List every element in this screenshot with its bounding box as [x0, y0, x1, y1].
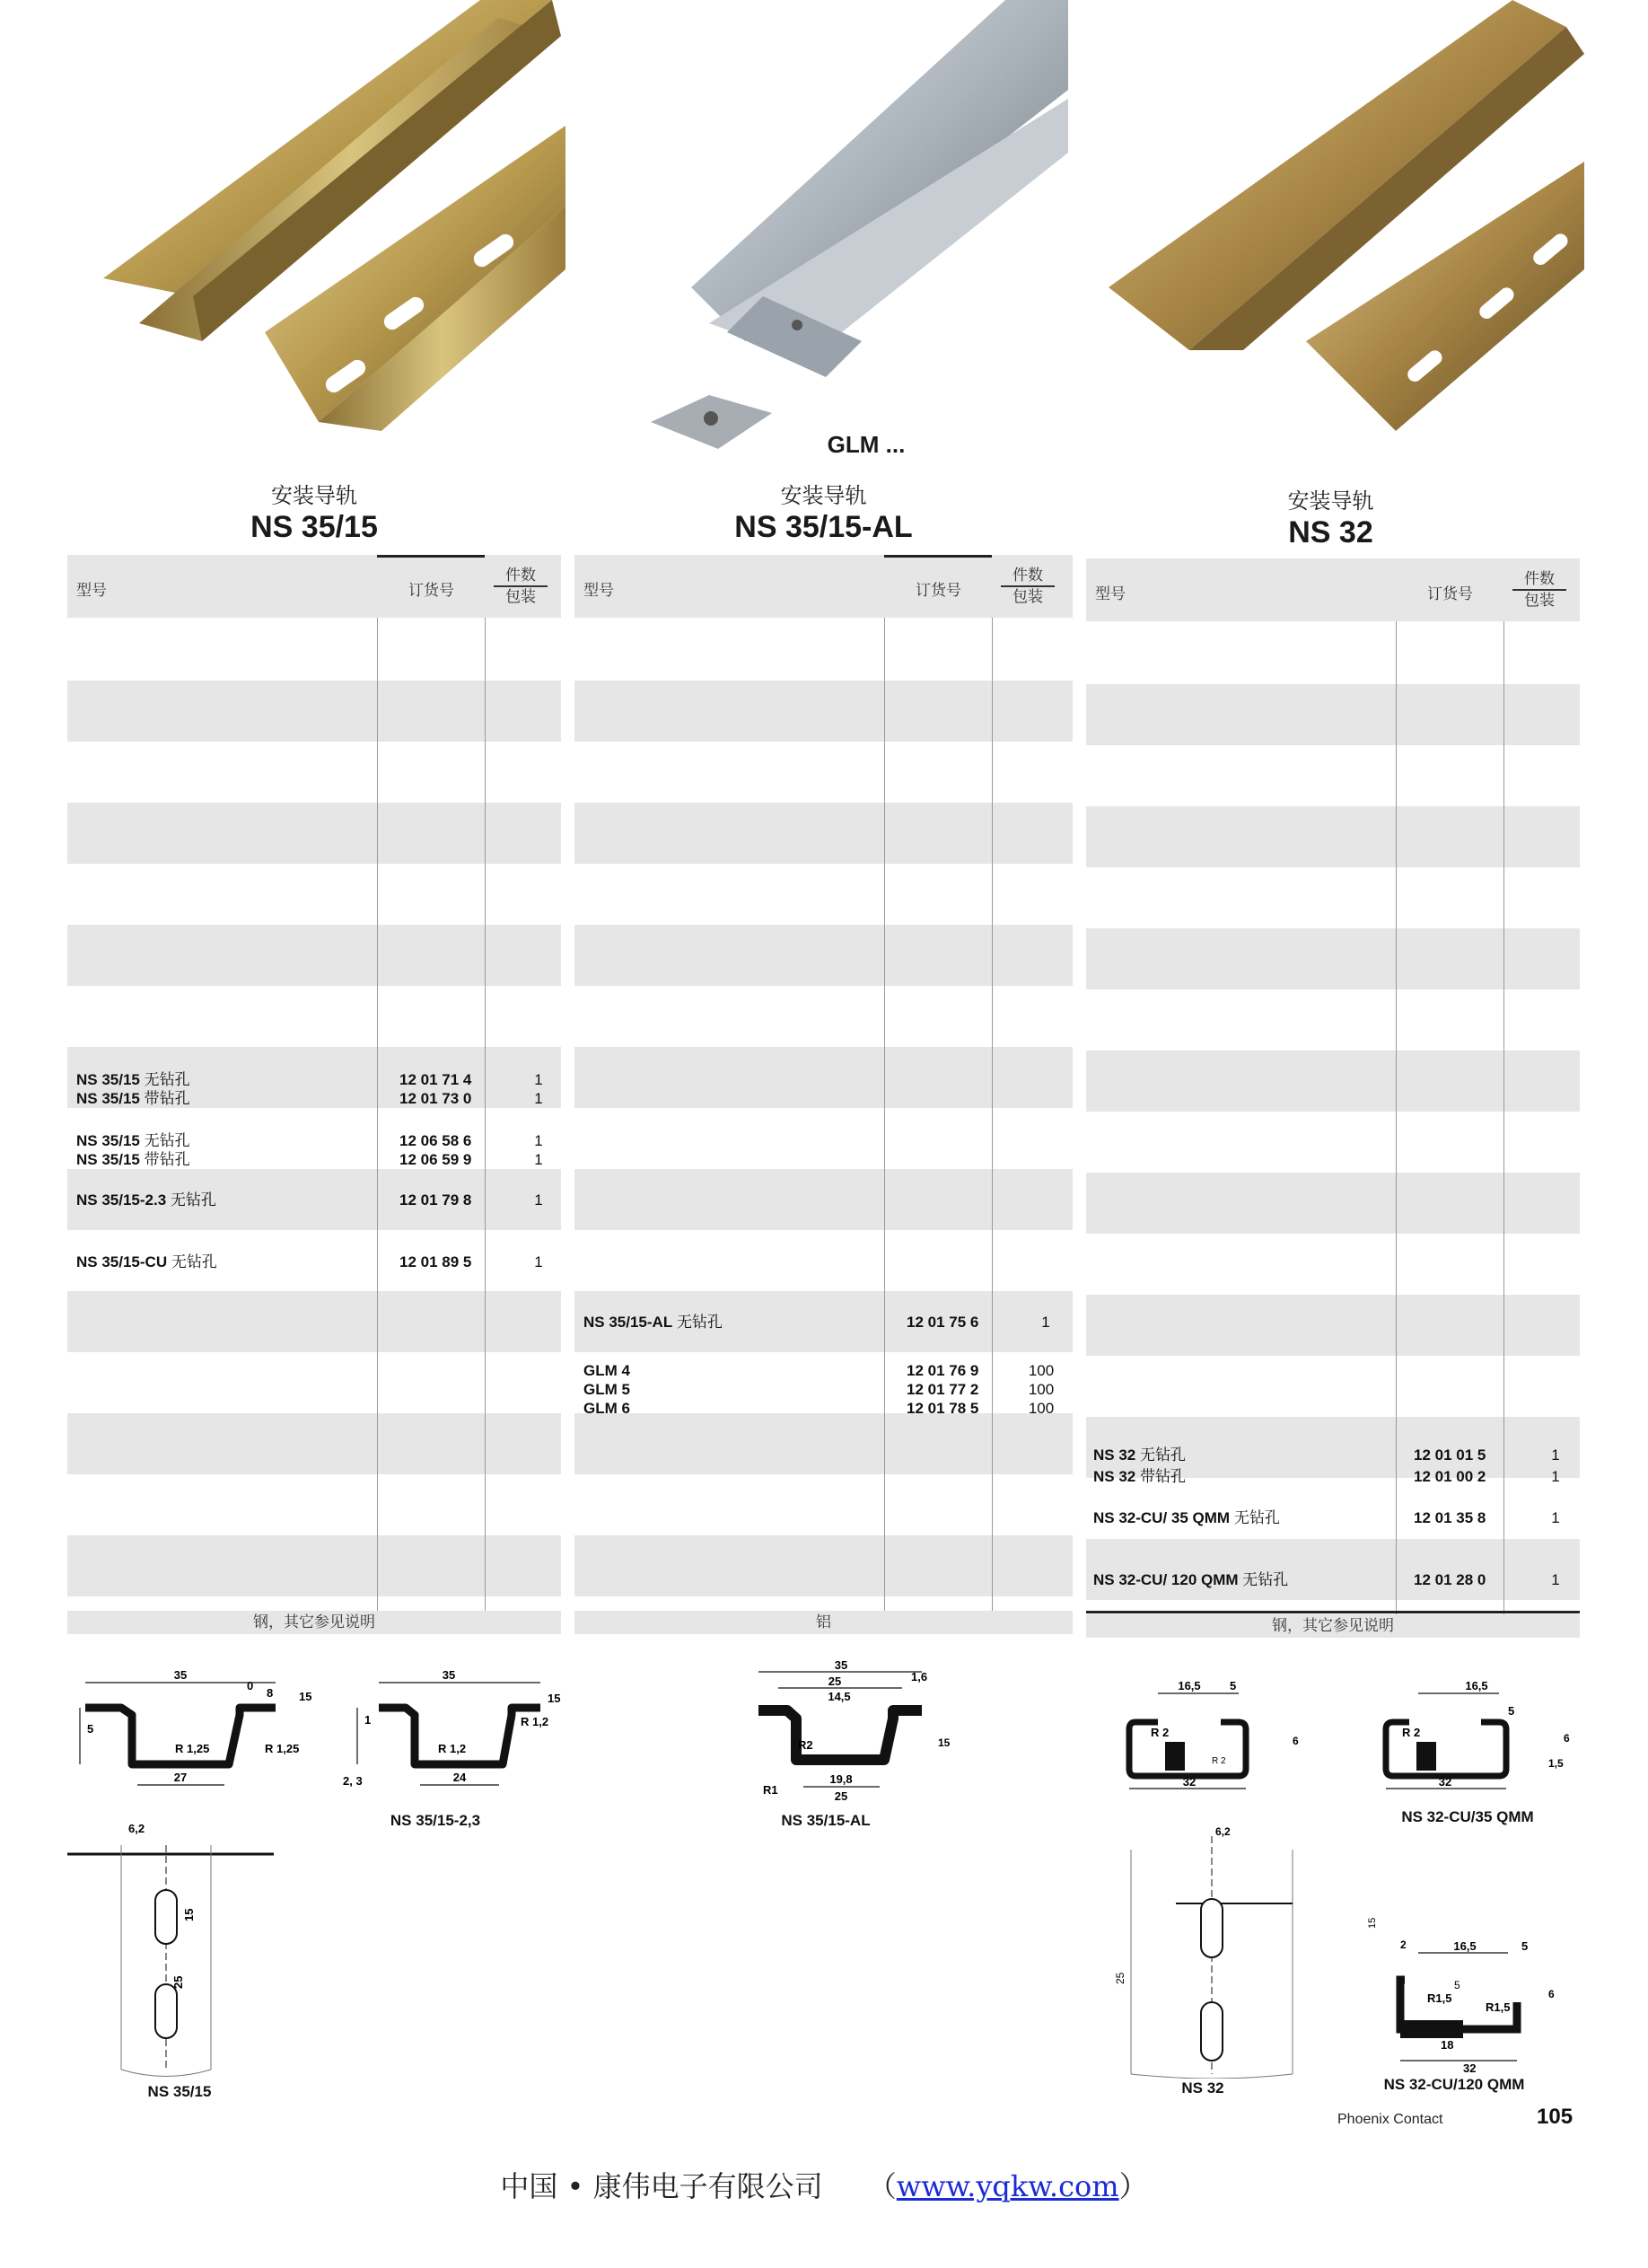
- dim-label: 1: [364, 1713, 372, 1727]
- table-band: [1086, 684, 1580, 745]
- drawing-ns32cu120-section: [1364, 1912, 1580, 2074]
- header-order-number: 订货号: [916, 582, 961, 600]
- dim-label: R 2: [1212, 1756, 1226, 1766]
- dim-label: R 2: [1151, 1726, 1170, 1739]
- pack-qty: 1: [534, 1253, 543, 1270]
- rail-brass-ns32-image: [1100, 0, 1584, 449]
- header-pack: [1001, 566, 1055, 607]
- product-desc: 带钻孔: [144, 1151, 190, 1169]
- pack-qty: 1: [534, 1151, 543, 1168]
- product-name: GLM 5: [583, 1381, 630, 1398]
- section-title-model: NS 35/15: [250, 510, 378, 544]
- product-name: NS 35/15: [76, 1151, 140, 1168]
- drawing-ns32-holes: [1113, 1823, 1311, 2079]
- dim-label: 5: [1508, 1704, 1515, 1718]
- rail-end: [121, 2070, 211, 2077]
- dim-label: R1,5: [1427, 1991, 1452, 2005]
- column-divider: [485, 618, 486, 1611]
- table-band: [1086, 1050, 1580, 1112]
- dim-label: 6,2: [128, 1822, 145, 1835]
- product-desc: 带钻孔: [144, 1090, 190, 1108]
- order-number: 12 01 89 5: [399, 1253, 472, 1270]
- paren-close: ）: [1118, 2169, 1148, 2203]
- dim-label: 32: [1438, 1775, 1452, 1789]
- slot-hole: [155, 1890, 177, 1944]
- product-table-ns3515al: [574, 555, 1073, 1634]
- drawing-ns3515al-section: [732, 1661, 956, 1805]
- section-title-cn: 安装导轨: [780, 483, 867, 508]
- dim-label: 27: [173, 1771, 188, 1784]
- table-band: [574, 925, 1073, 986]
- table-footer-note: 钢，其它参见说明: [1086, 1614, 1580, 1638]
- product-desc: 无钻孔: [1242, 1571, 1289, 1589]
- dim-label: 6,2: [1215, 1825, 1231, 1838]
- pack-qty: 1: [1551, 1446, 1560, 1464]
- photo-ns3515al-rail: [646, 0, 1068, 449]
- product-desc: 无钻孔: [144, 1071, 190, 1089]
- dim-label: 8: [267, 1686, 274, 1700]
- table-row: [583, 1361, 1068, 1418]
- header-pack-qty: 件数: [1512, 569, 1566, 591]
- dim-label: 25: [171, 1975, 185, 1989]
- dim-label: 5: [1521, 1939, 1529, 1953]
- product-desc: 无钻孔: [676, 1314, 723, 1332]
- product-name: GLM 6: [583, 1400, 630, 1417]
- photo-ns3515-rail: [85, 0, 565, 440]
- drawing-ns3515-holes: [67, 1818, 283, 2079]
- dim-label: R 1,2: [438, 1742, 467, 1755]
- table-band: [574, 1535, 1073, 1596]
- rail-insert: [1416, 1742, 1436, 1771]
- product-name: GLM 4: [583, 1362, 630, 1379]
- product-name: NS 32: [1093, 1446, 1136, 1464]
- table-band: [67, 1291, 561, 1352]
- dim-label: R1,5: [1486, 2000, 1511, 2014]
- dim-label: R2: [798, 1738, 813, 1752]
- table-row: [1093, 1508, 1578, 1527]
- table-header: [67, 555, 561, 618]
- header-pack: [1512, 569, 1566, 611]
- product-name: NS 35/15-2.3: [76, 1191, 167, 1209]
- product-desc: 带钻孔: [1139, 1468, 1186, 1486]
- header-order-number: 订货号: [1427, 585, 1473, 603]
- dim-label: 6: [1293, 1735, 1299, 1747]
- dim-label: 16,5: [1453, 1939, 1477, 1953]
- dim-label: 32: [1182, 1775, 1197, 1789]
- drawing-label: NS 35/15-AL: [781, 1812, 871, 1829]
- dim-label: 15: [548, 1692, 561, 1705]
- column-divider: [377, 618, 378, 1611]
- drawing-label: NS 35/15: [147, 2083, 212, 2100]
- section-title-model: NS 35/15-AL: [734, 510, 913, 544]
- dim-label: 25: [834, 1789, 848, 1803]
- order-number: 12 01 78 5: [907, 1400, 979, 1417]
- rail-profile: [85, 1708, 276, 1764]
- company-name: 中国 • 康伟电子有限公司: [500, 2169, 823, 2203]
- table-row: [1093, 1570, 1578, 1589]
- dim-label: R 1,25: [265, 1742, 300, 1755]
- dim-label: 35: [834, 1661, 848, 1672]
- product-desc: 无钻孔: [144, 1132, 190, 1150]
- pack-qty: 1: [1551, 1468, 1560, 1485]
- table-row: [76, 1131, 557, 1169]
- product-name: NS 35/15-CU: [76, 1253, 168, 1270]
- pack-qty: 1: [534, 1071, 543, 1088]
- product-name: NS 32: [1093, 1468, 1136, 1485]
- table-band: [574, 681, 1073, 742]
- table-row: [76, 1191, 557, 1209]
- drawing-ns3515-23-section: [332, 1670, 574, 1796]
- dim-label: 25: [828, 1675, 842, 1688]
- table-band: [67, 1535, 561, 1596]
- dim-label: 24: [452, 1771, 467, 1784]
- drawing-ns32-section: [1104, 1677, 1311, 1794]
- table-band: [574, 1413, 1073, 1474]
- pack-qty: 1: [534, 1132, 543, 1149]
- column-divider: [992, 618, 993, 1611]
- table-footer-note: 钢，其它参见说明: [67, 1611, 561, 1634]
- header-pack-qty: 件数: [494, 566, 548, 587]
- table-band: [574, 803, 1073, 864]
- slot-hole: [1201, 2002, 1223, 2061]
- table-band: [67, 1413, 561, 1474]
- product-name: NS 35/15-AL: [583, 1314, 673, 1331]
- rail-aluminium-image: [646, 0, 1068, 449]
- header-type: 型号: [583, 582, 614, 600]
- table-band: [1086, 1539, 1580, 1600]
- product-desc: 无钻孔: [170, 1191, 216, 1209]
- dim-label: 15: [938, 1736, 951, 1749]
- table-band: [574, 1047, 1073, 1108]
- table-bottom-rule: [1086, 1611, 1580, 1613]
- order-number: 12 01 76 9: [907, 1362, 979, 1379]
- slot-hole: [155, 1984, 177, 2038]
- header-order-number: 订货号: [408, 582, 454, 600]
- order-number: 12 01 01 5: [1414, 1446, 1486, 1464]
- column-divider: [884, 618, 885, 1611]
- order-number: 12 01 79 8: [399, 1191, 472, 1209]
- header-pack-unit: 包装: [1012, 588, 1043, 606]
- photo-caption-glm: GLM ...: [827, 431, 906, 458]
- header-rule: [884, 555, 992, 558]
- table-band: [1086, 928, 1580, 989]
- header-pack-unit: 包装: [505, 588, 536, 606]
- section-title-cn: 安装导轨: [1287, 488, 1374, 514]
- paren-open: （: [867, 2169, 897, 2203]
- table-band: [574, 1169, 1073, 1230]
- dim-label: 1,6: [911, 1670, 928, 1683]
- pack-qty: 100: [1028, 1362, 1055, 1379]
- product-desc: 无钻孔: [1233, 1509, 1280, 1527]
- table-band: [67, 803, 561, 864]
- dim-label: 19,8: [829, 1772, 853, 1786]
- table-header: [1086, 558, 1580, 621]
- product-desc: 无钻孔: [1139, 1446, 1186, 1464]
- company-note: [0, 2164, 1648, 2205]
- order-number: 12 01 00 2: [1414, 1468, 1486, 1485]
- dim-label: R1: [763, 1783, 778, 1797]
- rail-insert: [1165, 1742, 1185, 1771]
- drawing-label: NS 32-CU/120 QMM: [1383, 2076, 1525, 2093]
- order-number: 12 01 28 0: [1414, 1571, 1486, 1588]
- photo-ns32-rail: [1100, 0, 1584, 449]
- dim-label: 35: [173, 1670, 188, 1682]
- table-band: [1086, 1295, 1580, 1356]
- order-number: 12 01 73 0: [399, 1090, 472, 1107]
- dim-label: 6: [1548, 1988, 1555, 2000]
- product-desc: 无钻孔: [171, 1253, 217, 1271]
- table-row: [1093, 1446, 1578, 1486]
- dim-label: 15: [1367, 1917, 1378, 1929]
- pack-qty: 1: [1041, 1314, 1050, 1331]
- slot-hole: [1201, 1899, 1223, 1957]
- table-band: [67, 681, 561, 742]
- drawing-ns3515-section: [67, 1670, 328, 1796]
- rail-insert: [1400, 2020, 1463, 2038]
- dim-label: 2: [1400, 1938, 1407, 1951]
- order-number: 12 01 71 4: [399, 1071, 472, 1088]
- order-number: 12 01 35 8: [1414, 1509, 1486, 1526]
- dim-label: 35: [442, 1670, 456, 1682]
- rail-profile: [1129, 1722, 1246, 1776]
- product-name: NS 35/15: [76, 1090, 140, 1107]
- rail-end: [1131, 2074, 1293, 2079]
- product-name: NS 32-CU/ 35 QMM: [1093, 1509, 1231, 1526]
- dim-label: R 1,25: [175, 1742, 210, 1755]
- header-type: 型号: [76, 582, 107, 600]
- product-name: NS 35/15: [76, 1071, 140, 1088]
- order-number: 12 01 77 2: [907, 1381, 979, 1398]
- order-number: 12 06 59 9: [399, 1151, 472, 1168]
- dim-label: 32: [1463, 2061, 1477, 2074]
- product-name: NS 32-CU/ 120 QMM: [1093, 1571, 1239, 1588]
- section-title-cn: 安装导轨: [271, 483, 357, 508]
- pack-qty: 100: [1028, 1381, 1055, 1398]
- brand-name: Phoenix Contact: [1337, 2112, 1443, 2127]
- dim-label: 0: [247, 1679, 254, 1692]
- dim-label: 5: [1230, 1679, 1237, 1692]
- dim-label: 5: [87, 1722, 94, 1736]
- pack-qty: 1: [1551, 1571, 1560, 1588]
- dim-label: 1,5: [1548, 1757, 1564, 1770]
- rail-profile: [758, 1710, 922, 1760]
- table-row: [583, 1313, 1068, 1332]
- dim-label: 18: [1441, 2038, 1454, 2052]
- pack-qty: 1: [534, 1090, 543, 1107]
- pack-qty: 1: [1551, 1509, 1560, 1526]
- pack-qty: 100: [1028, 1400, 1055, 1417]
- product-name: NS 35/15: [76, 1132, 140, 1149]
- order-number: 12 06 58 6: [399, 1132, 472, 1149]
- dim-label: 16,5: [1465, 1679, 1488, 1692]
- rail-brass-image: [85, 0, 565, 440]
- header-pack: [494, 566, 548, 607]
- page-number: 105: [1537, 2105, 1573, 2129]
- drawing-ns32cu35-section: [1364, 1677, 1580, 1794]
- table-row: [76, 1070, 557, 1108]
- table-band: [67, 925, 561, 986]
- table-row: [76, 1253, 557, 1271]
- dim-label: 6: [1564, 1732, 1570, 1745]
- dim-label: 25: [1114, 1972, 1126, 1984]
- dim-label: 15: [299, 1690, 312, 1703]
- dim-label: R 1,2: [521, 1715, 549, 1728]
- dim-label: 16,5: [1178, 1679, 1201, 1692]
- pack-qty: 1: [534, 1191, 543, 1209]
- dim-label: 15: [182, 1908, 196, 1921]
- dim-label: 5: [1454, 1979, 1460, 1991]
- drawing-label: NS 32-CU/35 QMM: [1401, 1808, 1534, 1825]
- dim-label: R 2: [1402, 1726, 1421, 1739]
- header-pack-unit: 包装: [1524, 592, 1555, 610]
- table-footer-note: 铝: [574, 1611, 1073, 1634]
- drawing-label: NS 35/15-2,3: [390, 1812, 481, 1829]
- table-header: [574, 555, 1073, 618]
- table-band: [1086, 806, 1580, 867]
- rail-profile: [379, 1708, 540, 1764]
- company-website-link[interactable]: www.yqkw.com: [896, 2169, 1119, 2203]
- drawing-label: NS 32: [1181, 2079, 1224, 2097]
- header-type: 型号: [1095, 585, 1126, 603]
- dim-label: 14,5: [828, 1690, 851, 1703]
- section-title-model: NS 32: [1288, 515, 1373, 549]
- table-band: [1086, 1173, 1580, 1234]
- header-pack-qty: 件数: [1001, 566, 1055, 587]
- header-rule: [377, 555, 485, 558]
- dim-label: 2, 3: [343, 1774, 363, 1788]
- order-number: 12 01 75 6: [907, 1314, 979, 1331]
